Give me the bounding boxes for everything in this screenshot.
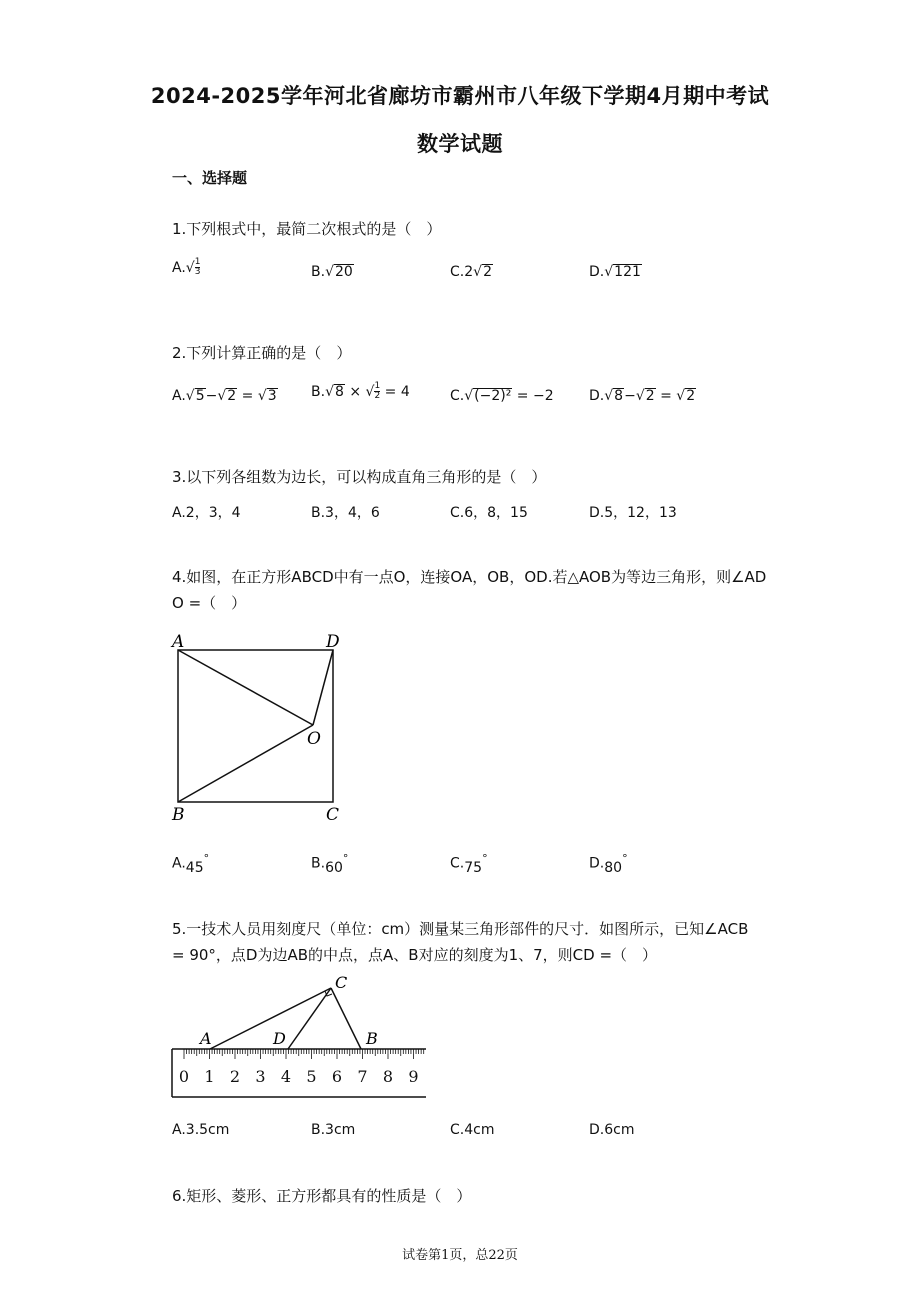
q4-stem-line2: O =（ ） [172,594,247,612]
q1-option-a: A.√ $\frac{1}{3}$ [172,257,201,278]
q5-stem-line2: = 90°，点D为边AB的中点，点A、B对应的刻度为1、7，则CD =（ ） [172,946,658,964]
q4-option-a: A.45° [172,852,210,876]
label-c: C [335,973,348,992]
ruler-number: 7 [357,1067,368,1086]
q5-ruler-figure [160,968,440,1103]
q1-option-b: B.√20 [311,264,353,280]
ruler-number: 4 [280,1067,292,1086]
ruler-number: 5 [306,1067,317,1086]
segment-bc [331,988,361,1049]
q1-stem: 1.下列根式中，最简二次根式的是（ ） [172,220,442,238]
doc-title-line2: 数学试题 [417,132,503,156]
q2-stem: 2.下列计算正确的是（ ） [172,344,352,362]
ruler-number: 3 [255,1067,266,1086]
q1-option-c: C.2√2 [450,264,492,280]
label-c: C [326,805,340,825]
q3-option-a: A.2，3，4 [172,505,241,521]
q5-option-b: B.3cm [311,1122,356,1138]
label-a: A [172,632,185,652]
label-b: B [366,1029,378,1048]
q2-option-d: D.√8−√2 = √2 [589,388,696,404]
q4-stem-line1: 4.如图，在正方形ABCD中有一点O，连接OA，OB，OD.若△AOB为等边三角形，则∠AD [172,568,767,586]
segment-dc [288,988,331,1049]
q2-option-a: A.√5−√2 = √3 [172,388,277,404]
ruler-number: 9 [408,1067,419,1086]
q4-option-c: C.75° [450,852,488,876]
label-o: O [307,729,321,749]
ruler-number: 2 [229,1067,241,1086]
segment-ob [178,725,313,802]
label-d: D [273,1029,286,1048]
q3-option-c: C.6，8，15 [450,505,528,521]
q5-option-d: D.6cm [589,1122,635,1138]
q4-option-d: D.80° [589,852,628,876]
ruler [172,1049,426,1097]
doc-title-line1: 2024-2025学年河北省廊坊市霸州市八年级下学期4月期中考试 [150,84,770,108]
segment-ac [210,988,331,1049]
q2-option-c: C.√(−2)² = −2 [450,388,554,404]
label-d: D [326,632,340,652]
q3-stem: 3.以下列各组数为边长，可以构成直角三角形的是（ ） [172,468,547,486]
segment-od [313,650,333,725]
q1-option-d: D.√121 [589,264,641,280]
q5-stem-line1: 5.一技术人员用刻度尺（单位：cm）测量某三角形部件的尺寸．如图所示，已知∠ACB [172,920,749,938]
q6-stem: 6.矩形、菱形、正方形都具有的性质是（ ） [172,1187,472,1205]
segment-oa [178,650,313,725]
section-heading: 一、选择题 [172,169,248,187]
q3-option-b: B.3，4，6 [311,505,380,521]
ruler-number: 1 [204,1067,215,1086]
ruler-number: 0 [178,1067,190,1086]
q4-option-b: B.60° [311,852,349,876]
ruler-number: 6 [331,1067,343,1086]
ruler-number: 8 [382,1067,394,1086]
q4-square-figure [160,628,360,828]
page-footer: 试卷第1页，总22页 [402,1248,518,1263]
q5-option-a: A.3.5cm [172,1122,230,1138]
q3-option-d: D.5，12，13 [589,505,677,521]
q5-option-c: C.4cm [450,1122,495,1138]
q2-option-b: B.√8 × √ $\frac{1}{2}$ = 4 [311,381,410,402]
label-a: A [200,1029,212,1048]
label-b: B [172,805,185,825]
